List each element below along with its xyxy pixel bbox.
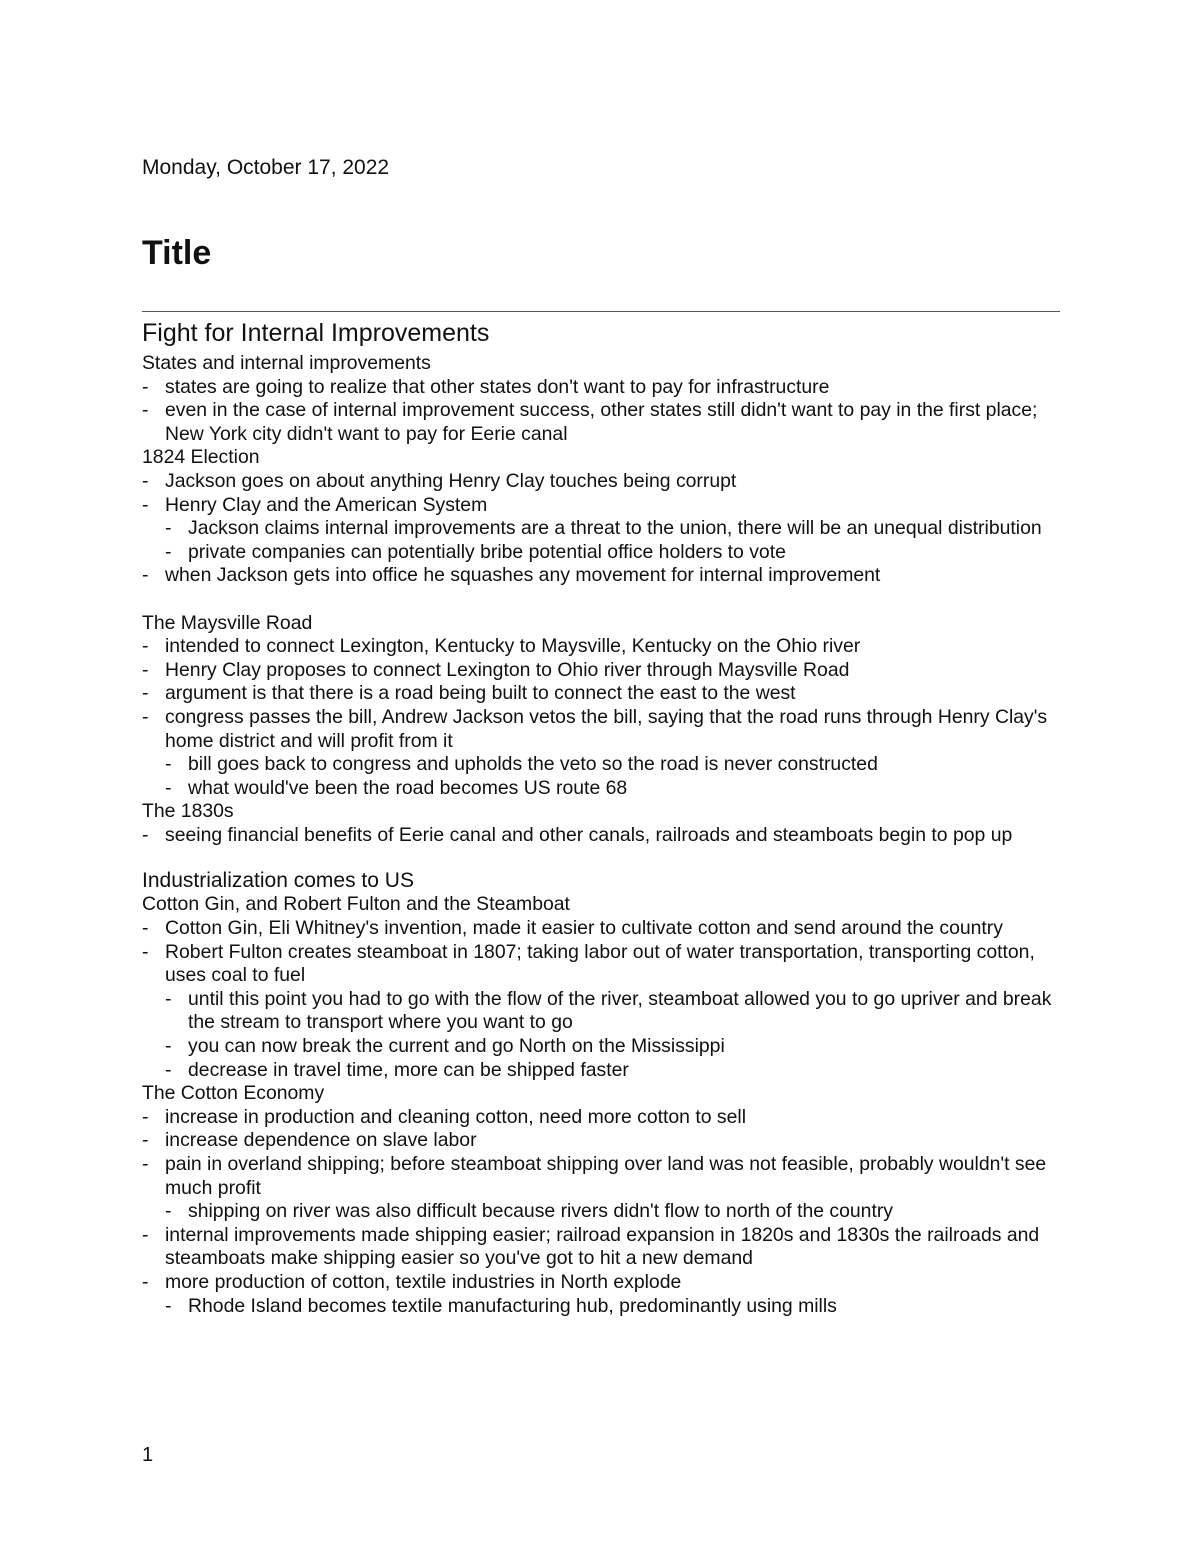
bullet-item <box>142 917 1060 941</box>
dash-bullet-icon: - <box>165 753 172 776</box>
sub-bullet-list <box>165 517 1060 564</box>
bullet-item <box>142 564 1060 588</box>
bullet-text: when Jackson gets into office he squashes any movement for internal improvement <box>165 564 881 587</box>
bullet-text: until this point you had to go with the flow of the river, steamboat allowed you to go upriver and break the stream to transport where you want to go <box>188 987 1052 1034</box>
dash-bullet-icon: - <box>142 375 149 398</box>
bullet-item <box>142 1106 1060 1130</box>
sub-bullet-list <box>165 1295 1060 1319</box>
bullet-item <box>142 399 1060 446</box>
bullet-item <box>142 682 1060 706</box>
subheading-cotton-economy: The Cotton Economy <box>142 1082 325 1105</box>
bullet-list <box>142 824 1060 848</box>
sub-bullet-list <box>165 988 1060 1082</box>
bullet-item <box>142 635 1060 659</box>
document-date: Monday, October 17, 2022 <box>142 156 390 179</box>
dash-bullet-icon: - <box>142 658 149 681</box>
bullet-list <box>142 635 1060 800</box>
bullet-text: argument is that there is a road being built to connect the east to the west <box>165 682 796 705</box>
bullet-list <box>142 1106 1060 1318</box>
bullet-text: what would've been the road becomes US route 68 <box>188 776 628 799</box>
bullet-text: you can now break the current and go North on the Mississippi <box>188 1035 725 1058</box>
bullet-item <box>142 494 1060 565</box>
bullet-text: states are going to realize that other states don't want to pay for infrastructure <box>165 375 830 398</box>
dash-bullet-icon: - <box>142 823 149 846</box>
bullet-text: decrease in travel time, more can be shipped faster <box>188 1058 629 1081</box>
bullet-text: more production of cotton, textile industries in North explode <box>165 1270 682 1293</box>
dash-bullet-icon: - <box>165 1294 172 1317</box>
bullet-item <box>142 1271 1060 1318</box>
dash-bullet-icon: - <box>142 1105 149 1128</box>
sub-bullet-item <box>165 777 1060 801</box>
sub-bullet-item <box>165 1200 1060 1224</box>
sub-bullet-item <box>165 1059 1060 1083</box>
bullet-text: congress passes the bill, Andrew Jackson vetos the bill, saying that the road runs through Henry Clay's home district and will profit from it <box>165 705 1048 752</box>
document-title: Title <box>142 234 212 272</box>
dash-bullet-icon: - <box>142 940 149 963</box>
dash-bullet-icon: - <box>142 917 149 940</box>
bullet-item <box>142 824 1060 848</box>
sub-bullet-item <box>165 1295 1060 1319</box>
dash-bullet-icon: - <box>142 1129 149 1152</box>
page-number: 1 <box>142 1444 154 1466</box>
dash-bullet-icon: - <box>165 1200 172 1223</box>
dash-bullet-icon: - <box>142 1153 149 1175</box>
dash-bullet-icon: - <box>142 705 149 728</box>
bullet-item <box>142 941 1060 1083</box>
dash-bullet-icon: - <box>165 987 172 1010</box>
spacer <box>142 847 1060 869</box>
bullet-list <box>142 470 1060 588</box>
dash-bullet-icon: - <box>142 564 149 587</box>
bullet-text: Rhode Island becomes textile manufacturing hub, predominantly using mills <box>188 1294 837 1317</box>
bullet-text: Cotton Gin, Eli Whitney's invention, made it easier to cultivate cotton and send around the country <box>165 917 1003 940</box>
bullet-text: seeing financial benefits of Eerie canal and other canals, railroads and steamboats begin to pop up <box>165 823 1013 846</box>
dash-bullet-icon: - <box>165 776 172 799</box>
bullet-text: increase in production and cleaning cotton, need more cotton to sell <box>165 1105 747 1128</box>
dash-bullet-icon: - <box>142 635 149 658</box>
bullet-text: intended to connect Lexington, Kentucky to Maysville, Kentucky on the Ohio river <box>165 635 861 658</box>
bullet-item <box>142 1224 1060 1271</box>
title-divider <box>142 311 1060 312</box>
document-body <box>142 318 1060 1318</box>
subheading-cotton-gin: Cotton Gin, and Robert Fulton and the Steamboat <box>142 893 570 916</box>
dash-bullet-icon: - <box>142 682 149 705</box>
section-heading-internal-improvements: Fight for Internal Improvements <box>142 319 490 347</box>
bullet-text: Jackson goes on about anything Henry Clay touches being corrupt <box>165 469 737 492</box>
bullet-list <box>142 376 1060 447</box>
bullet-text: pain in overland shipping; before steamboat shipping over land was not feasible, probably wouldn't see much profit <box>165 1153 1047 1199</box>
bullet-text: Jackson claims internal improvements are a threat to the union, there will be an unequal distribution <box>188 517 1042 540</box>
sub-bullet-item <box>165 1035 1060 1059</box>
subheading-1824-election: 1824 Election <box>142 446 260 469</box>
sub-bullet-list <box>165 1200 1060 1224</box>
sub-bullet-item <box>165 541 1060 565</box>
bullet-item <box>142 470 1060 494</box>
bullet-text: bill goes back to congress and upholds the veto so the road is never constructed <box>188 753 878 776</box>
bullet-text: increase dependence on slave labor <box>165 1129 477 1152</box>
bullet-item <box>142 1129 1060 1153</box>
bullet-text: Henry Clay and the American System <box>165 493 488 516</box>
dash-bullet-icon: - <box>142 399 149 422</box>
bullet-item <box>142 706 1060 800</box>
bullet-item <box>142 659 1060 683</box>
bullet-text: shipping on river was also difficult because rivers didn't flow to north of the country <box>188 1200 894 1223</box>
sub-bullet-item <box>165 517 1060 541</box>
dash-bullet-icon: - <box>165 1058 172 1081</box>
bullet-text: even in the case of internal improvement success, other states still didn't want to pay in the first place; New York city didn't want to pay for Eerie canal <box>165 399 1038 445</box>
bullet-text: Robert Fulton creates steamboat in 1807; taking labor out of water transportation, transporting cotton, uses coal to fuel <box>165 940 1035 987</box>
dash-bullet-icon: - <box>165 1035 172 1058</box>
subheading-maysville-road: The Maysville Road <box>142 611 313 634</box>
subheading-1830s: The 1830s <box>142 800 234 823</box>
subheading-states: States and internal improvements <box>142 352 431 374</box>
dash-bullet-icon: - <box>165 517 172 540</box>
dash-bullet-icon: - <box>142 493 149 516</box>
sub-bullet-item <box>165 753 1060 777</box>
dash-bullet-icon: - <box>142 469 149 492</box>
sub-bullet-item <box>165 988 1060 1035</box>
bullet-list <box>142 917 1060 1082</box>
bullet-text: internal improvements made shipping easier; railroad expansion in 1820s and 1830s the railroads and steamboats make shipping easier so you've got to hit a new demand <box>165 1223 1040 1270</box>
section-heading-industrialization: Industrialization comes to US <box>142 869 414 893</box>
dash-bullet-icon: - <box>142 1223 149 1246</box>
bullet-text: Henry Clay proposes to connect Lexington to Ohio river through Maysville Road <box>165 658 850 681</box>
dash-bullet-icon: - <box>165 540 172 563</box>
bullet-item <box>142 1153 1060 1224</box>
dash-bullet-icon: - <box>142 1270 149 1293</box>
spacer <box>142 588 1060 612</box>
bullet-item <box>142 376 1060 400</box>
sub-bullet-list <box>165 753 1060 800</box>
bullet-text: private companies can potentially bribe potential office holders to vote <box>188 540 786 563</box>
